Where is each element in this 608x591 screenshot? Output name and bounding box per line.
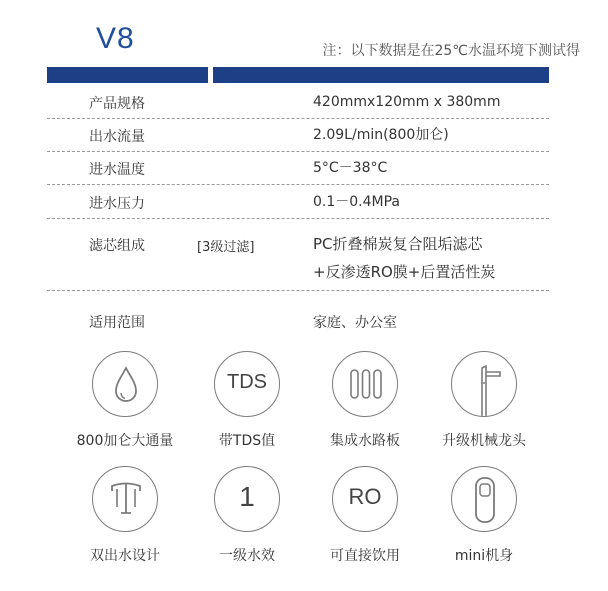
spec-row-pressure: [47, 185, 549, 219]
feature-waterway: [305, 351, 425, 450]
feature-tds: [187, 351, 307, 450]
feature-efficiency: [187, 466, 307, 565]
spec-value: 2.09L/min(800加仑): [313, 127, 449, 143]
model-title: V8: [96, 22, 135, 55]
feature-flow: [65, 351, 185, 450]
water-drop-icon: [92, 351, 158, 417]
spec-label: 滤芯组成: [89, 238, 145, 254]
feature-label: 集成水路板: [330, 433, 400, 449]
feature-label: 一级水效: [219, 548, 275, 564]
spec-label: 出水流量: [89, 129, 145, 145]
feature-label: mini机身: [454, 548, 514, 564]
spec-label: 进水压力: [89, 196, 145, 212]
spec-label: 适用范围: [89, 315, 145, 331]
mini-body-icon: [451, 466, 517, 532]
feature-drinkable: [305, 466, 425, 565]
spec-row-temperature: [47, 152, 549, 185]
spec-value-line2: +反渗透RO膜+后置活性炭: [313, 263, 496, 281]
header-bar-right: [213, 67, 549, 83]
feature-label: 可直接饮用: [330, 548, 400, 564]
feature-label: 升级机械龙头: [442, 433, 526, 449]
header-bar-left: [47, 67, 208, 83]
spec-row-filter: [47, 219, 549, 291]
feature-label: 双出水设计: [90, 548, 160, 564]
spec-label: 进水温度: [89, 162, 145, 178]
level-one-icon: [214, 466, 280, 532]
spec-value: 家庭、办公室: [313, 315, 397, 331]
faucet-icon: [451, 351, 517, 417]
feature-mini-body: [424, 466, 544, 565]
test-condition-note: 注：以下数据是在25℃水温环境下测试得: [322, 43, 580, 59]
feature-dual-outlet: [65, 466, 185, 565]
spec-value: 5°C－38°C: [313, 160, 388, 176]
waterway-board-icon: [332, 351, 398, 417]
level-one-icon-text: 1: [239, 481, 255, 512]
ro-icon: [332, 466, 398, 532]
tds-icon: [214, 351, 280, 417]
feature-faucet: [424, 351, 544, 450]
tds-icon-text: TDS: [227, 371, 267, 393]
filter-stages: [3级过滤]: [197, 240, 255, 255]
spec-value: 0.1－0.4MPa: [313, 194, 401, 210]
spec-label: 产品规格: [89, 96, 145, 112]
dual-outlet-icon: [92, 466, 158, 532]
feature-label: 带TDS值: [218, 433, 276, 449]
spec-value: PC折叠棉炭复合阻垢滤芯: [313, 235, 483, 253]
ro-icon-text: RO: [348, 484, 382, 509]
spec-row-usage: [47, 312, 549, 338]
spec-row-flow: [47, 119, 549, 152]
spec-row-size: [47, 88, 549, 119]
spec-value: 420mmx120mm x 380mm: [313, 94, 501, 110]
feature-label: 800加仑大通量: [76, 433, 174, 449]
